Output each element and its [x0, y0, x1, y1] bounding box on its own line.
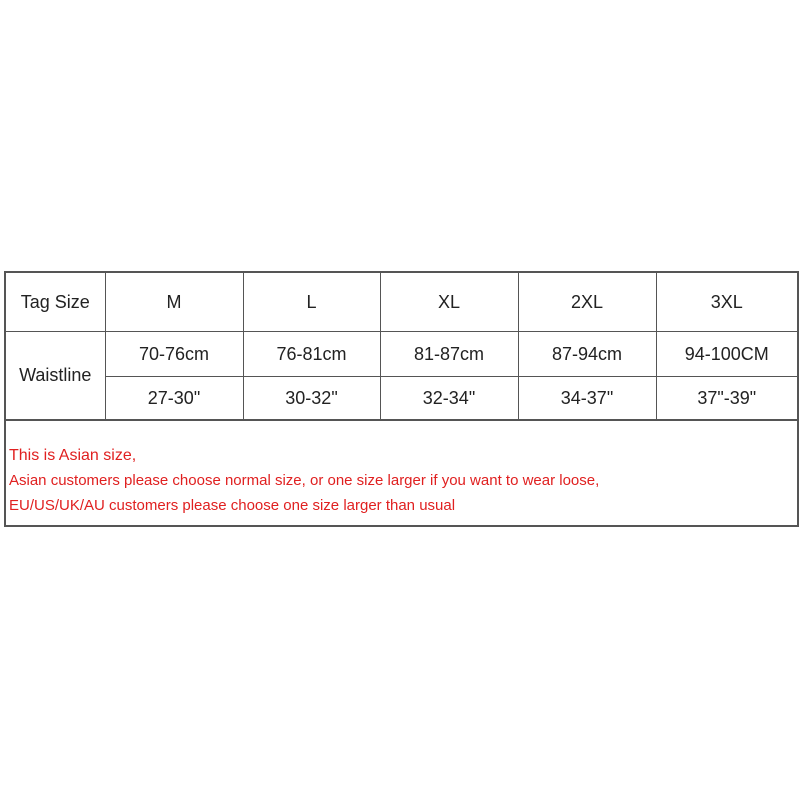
waist-cm-l: 76-81cm	[243, 332, 380, 377]
waist-inch-xl: 32-34"	[380, 377, 518, 420]
size-2xl: 2XL	[518, 273, 656, 332]
size-m: M	[105, 273, 243, 332]
waist-cm-3xl: 94-100CM	[656, 332, 797, 377]
note-line-western-customers: EU/US/UK/AU customers please choose one size larger than usual	[9, 497, 456, 514]
waistline-inch-row	[6, 377, 797, 420]
waist-inch-2xl: 34-37"	[518, 377, 656, 420]
waist-cm-m: 70-76cm	[105, 332, 243, 377]
note-line-asian-size: This is Asian size,	[9, 447, 137, 464]
size-xl: XL	[380, 273, 518, 332]
waist-inch-3xl: 37"-39"	[656, 377, 797, 420]
waistline-cm-row	[6, 332, 797, 377]
size-note	[6, 420, 797, 530]
waist-cm-xl: 81-87cm	[380, 332, 518, 377]
size-l: L	[243, 273, 380, 332]
note-line-asian-customers: Asian customers please choose normal size, or one size larger if you want to wear loose,	[9, 472, 600, 489]
size-3xl: 3XL	[656, 273, 797, 332]
tag-size-label: Tag Size	[6, 273, 105, 332]
header-row	[6, 273, 797, 332]
waist-inch-m: 27-30"	[105, 377, 243, 420]
size-chart	[4, 271, 799, 527]
waist-inch-l: 30-32"	[243, 377, 380, 420]
size-table-grid	[6, 273, 797, 420]
waistline-label: Waistline	[6, 332, 105, 420]
waist-cm-2xl: 87-94cm	[518, 332, 656, 377]
